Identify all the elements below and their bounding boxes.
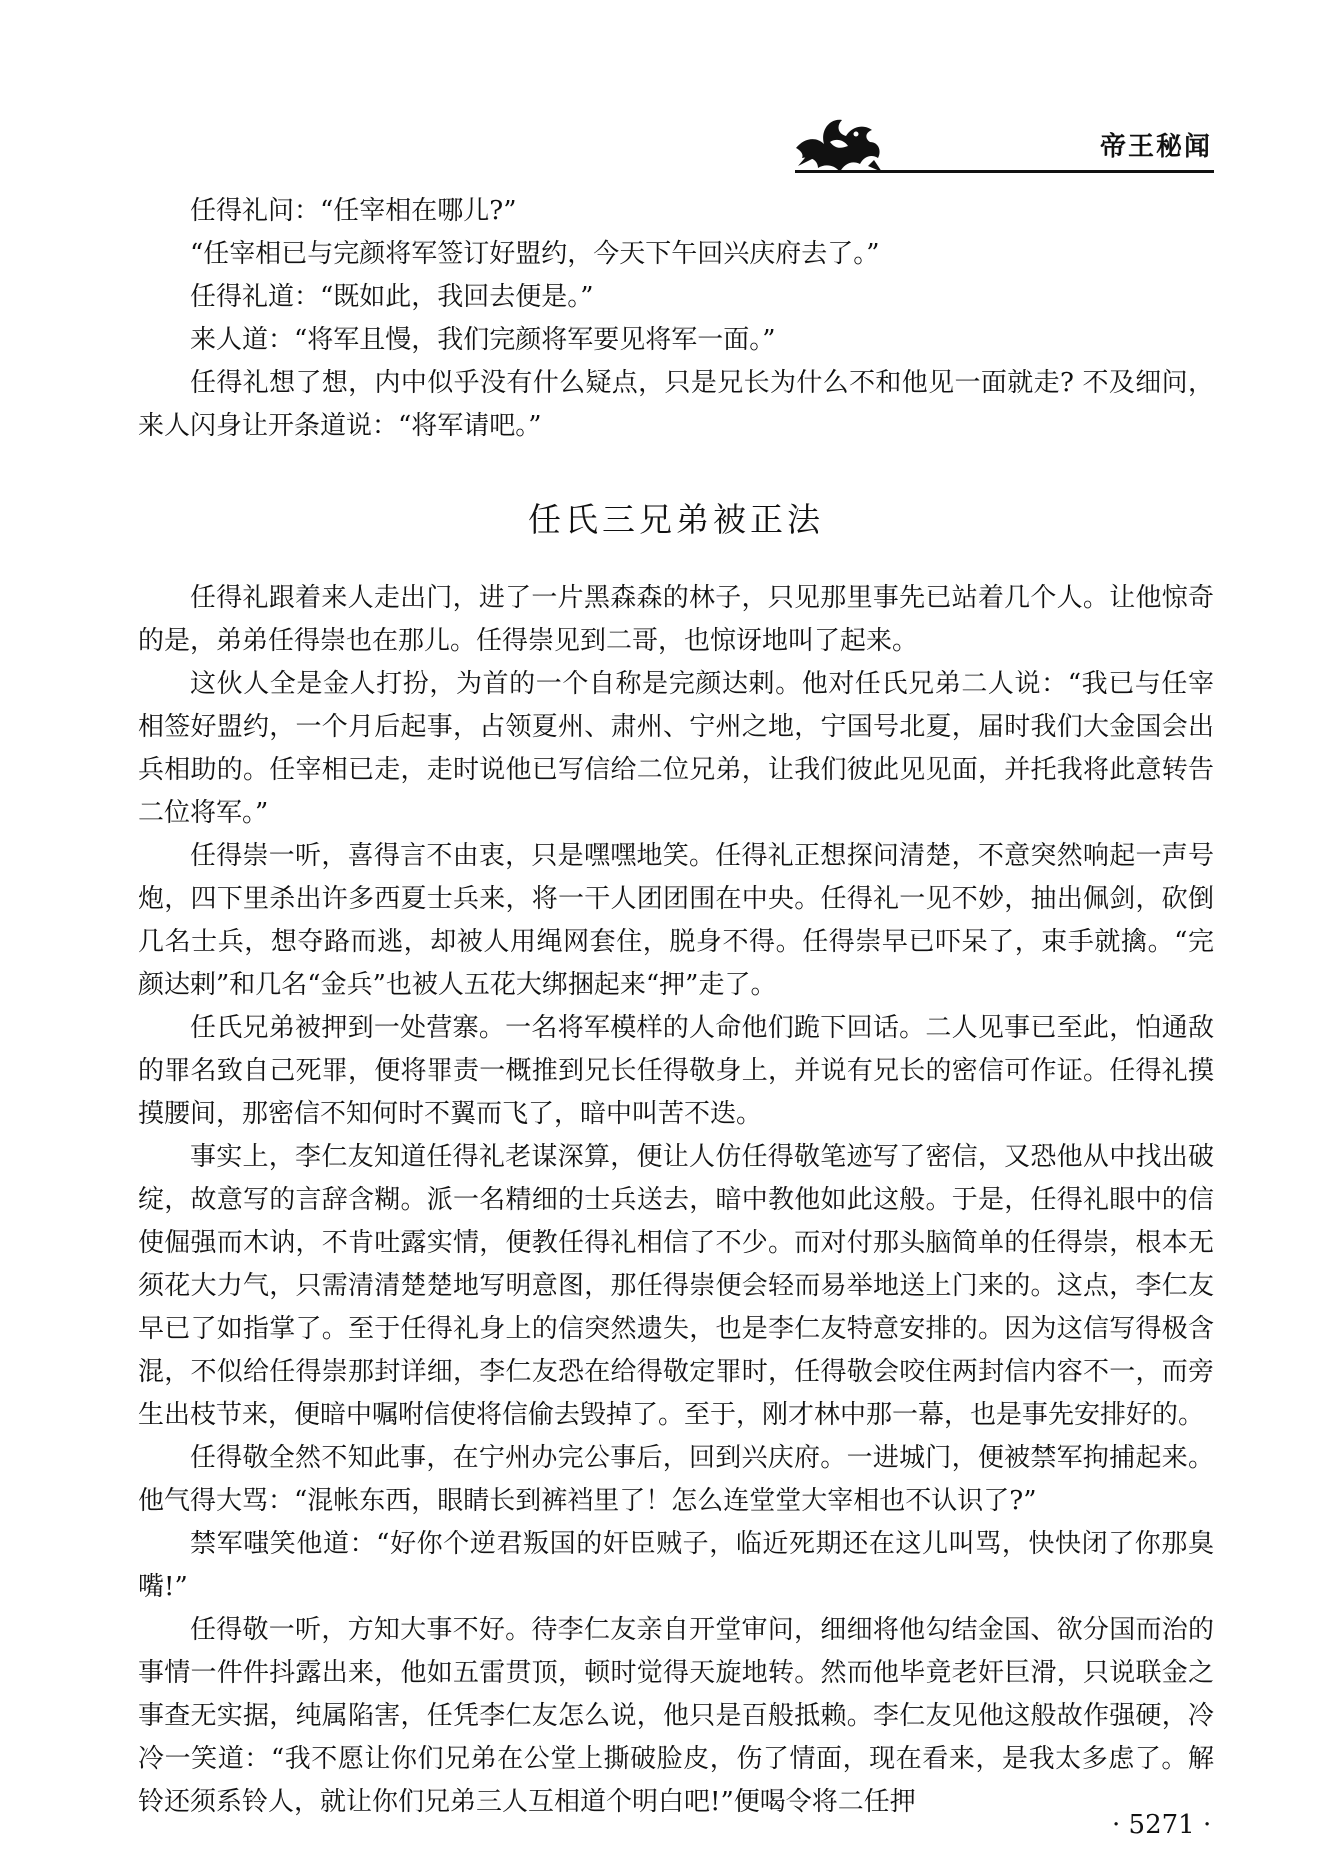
paragraph: 任得礼跟着来人走出门，进了一片黑森森的林子，只见那里事先已站着几个人。让他惊奇的是，弟弟任得崇也在那儿。任得崇见到二哥，也惊讶地叫了起来。 [138,583,1214,656]
paragraph: 来人道：“将军且慢，我们完颜将军要见将军一面。” [190,325,776,355]
paragraph: 任得敬全然不知此事，在宁州办完公事后，回到兴庆府。一进城门，便被禁军拘捕起来。他气得大骂：“混帐东西，眼睛长到裤裆里了！怎么连堂堂大宰相也不认识了?” [138,1443,1214,1516]
dragon-emblem-icon [790,108,885,178]
section-title: 任氏三兄弟被正法 [528,500,824,539]
paragraph: 事实上，李仁友知道任得礼老谋深算，便让人仿任得敬笔迹写了密信，又恐他从中找出破绽，故意写的言辞含糊。派一名精细的士兵送去，暗中教他如此这般。于是，任得礼眼中的信使倔强而木讷，不肯吐露实情，便教任得礼相信了不少。而对付那头脑简单的任得崇，根本无须花大力气，只需清清楚楚地写明意图，那任得崇便会轻而易举地送上门来的。这点，李仁友早已了如指掌了。至于任得礼身上的信突然遗失，也是李仁友特意安排的。因为这信写得极含混，不似给任得崇那封详细，李仁友恐在给得敬定罪时，任得敬会咬住两封信内容不一，而旁生出枝节来，便暗中嘱咐信使将信偷去毁掉了。至于，刚才林中那一幕，也是事先安排好的。 [138,1142,1214,1430]
header-rule [795,170,1214,173]
running-head: 帝王秘闻 [1099,132,1212,162]
paragraph: 任得礼想了想，内中似乎没有什么疑点，只是兄长为什么不和他见一面就走? 不及细问，来人闪身让开条道说：“将军请吧。” [138,368,1214,441]
paragraph: 任氏兄弟被押到一处营寨。一名将军模样的人命他们跪下回话。二人见事已至此，怕通敌的罪名致自己死罪，便将罪责一概推到兄长任得敬身上，并说有兄长的密信可作证。任得礼摸摸腰间，那密信不知何时不翼而飞了，暗中叫苦不迭。 [138,1013,1214,1129]
paragraph: 任得敬一听，方知大事不好。待李仁友亲自开堂审问，细细将他勾结金国、欲分国而治的事情一件件抖露出来，他如五雷贯顶，顿时觉得天旋地转。然而他毕竟老奸巨滑，只说联金之事查无实据，纯属陷害，任凭李仁友怎么说，他只是百般抵赖。李仁友见他这般故作强硬，冷冷一笑道：“我不愿让你们兄弟在公堂上撕破脸皮，伤了情面，现在看来，是我太多虑了。解铃还须系铃人，就让你们兄弟三人互相道个明白吧!”便喝令将二任押 [138,1615,1214,1817]
paragraph: 任得礼道：“既如此，我回去便是。” [190,282,594,312]
paragraph: 这伙人全是金人打扮，为首的一个自称是完颜达剌。他对任氏兄弟二人说：“我已与任宰相签好盟约，一个月后起事，占领夏州、肃州、宁州之地，宁国号北夏，届时我们大金国会出兵相助的。任宰相已走，走时说他已写信给二位兄弟，让我们彼此见见面，并托我将此意转告二位将军。” [138,669,1214,828]
page-header [0,0,1322,190]
page-number: · 5271 · [1112,1810,1212,1840]
paragraph: 任得礼问：“任宰相在哪儿?” [190,196,517,226]
page-body [138,190,1214,1824]
paragraph: 禁军嗤笑他道：“好你个逆君叛国的奸臣贼子，临近死期还在这儿叫骂，快快闭了你那臭嘴!” [138,1529,1214,1602]
paragraph: 任得崇一听，喜得言不由衷，只是嘿嘿地笑。任得礼正想探问清楚，不意突然响起一声号炮，四下里杀出许多西夏士兵来，将一干人团团围在中央。任得礼一见不妙，抽出佩剑，砍倒几名士兵，想夺路而逃，却被人用绳网套住，脱身不得。任得崇早已吓呆了，束手就擒。“完颜达剌”和几名“金兵”也被人五花大绑捆起来“押”走了。 [138,841,1214,1000]
paragraph: “任宰相已与完颜将军签订好盟约，今天下午回兴庆府去了。” [190,239,880,269]
